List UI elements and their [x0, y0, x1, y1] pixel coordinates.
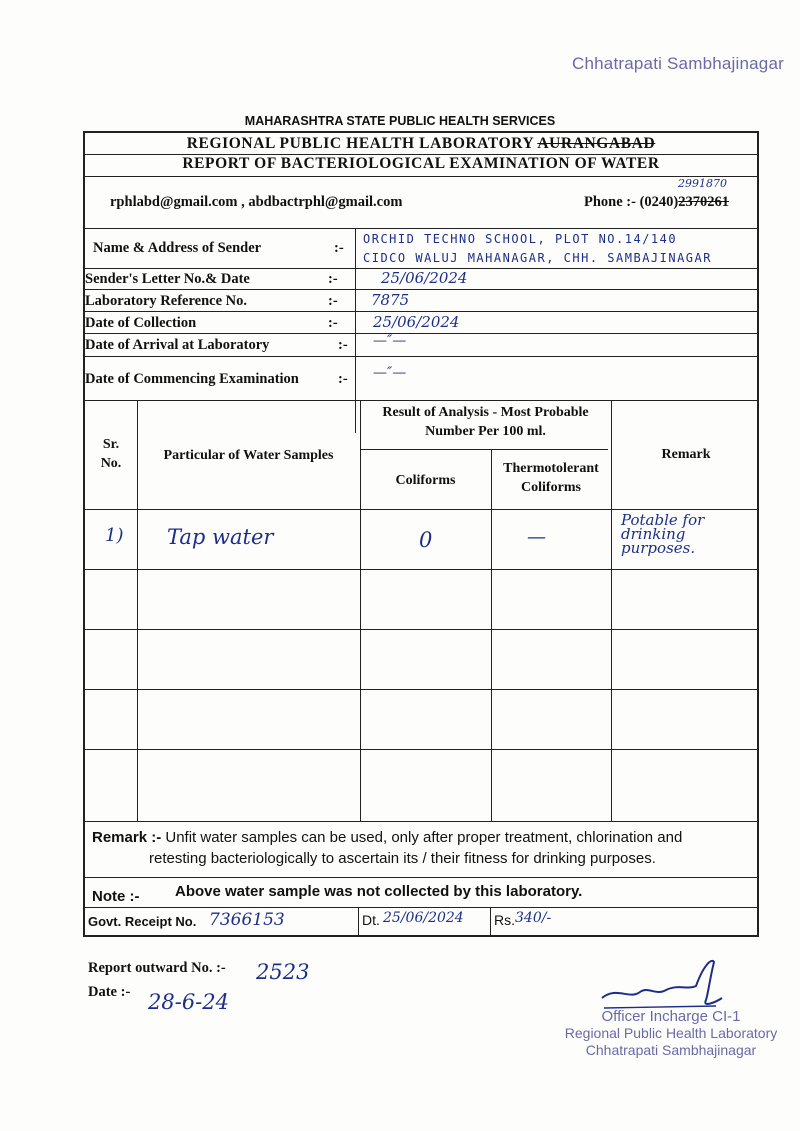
organization-name: MAHARASHTRA STATE PUBLIC HEALTH SERVICES	[244, 114, 556, 128]
note-label: Note :-	[92, 888, 140, 905]
collection-label: Date of Collection	[85, 315, 197, 331]
column-header-thermotolerant: Thermotolerant Coliforms	[503, 461, 599, 495]
sig-lab: Regional Public Health Laboratory	[564, 1025, 778, 1041]
stamp-city-top: Chhatrapati Sambhajinagar	[572, 54, 784, 73]
row-1-sample: Tap water	[167, 525, 274, 549]
letter-label: Sender's Letter No.& Date	[85, 271, 250, 287]
lab-title-struck: AURANGABAD	[537, 135, 656, 152]
phone-prefix: Phone :- (0240)	[584, 194, 679, 210]
phone-struck: 2370261	[678, 194, 729, 210]
commencing-label: Date of Commencing Examination	[85, 371, 299, 387]
row-1-remark: Potable for drinking purposes.	[621, 511, 705, 557]
arrival-value: —″—	[373, 333, 407, 349]
receipt-label: Govt. Receipt No.	[88, 914, 197, 929]
labref-value: 7875	[371, 291, 410, 309]
row-1-coliforms: 0	[419, 528, 433, 552]
labref-sep: :-	[328, 293, 338, 309]
outward-label: Report outward No. :-	[88, 960, 226, 976]
signature-icon	[596, 956, 726, 1016]
sender-label: Name & Address of Sender	[93, 240, 262, 256]
rs-value: 340/-	[515, 910, 552, 926]
sender-address-line1: ORCHID TECHNO SCHOOL, PLOT NO.14/140	[363, 232, 678, 246]
column-header-remark: Remark	[661, 447, 711, 462]
commencing-value: —″—	[373, 365, 407, 381]
remark-footer-text-2: retesting bacteriologically to ascertain its / their fitness for drinking purposes.	[149, 850, 656, 867]
sender-sep: :-	[334, 240, 344, 256]
date-value: 28-6-24	[148, 990, 229, 1014]
column-header-particular: Particular of Water Samples	[163, 448, 334, 463]
remark-footer-label: Remark :-	[92, 829, 162, 846]
rs-label: Rs.	[494, 912, 515, 928]
date-label: Date :-	[88, 984, 131, 1000]
receipt-value: 7366153	[209, 910, 285, 930]
phone-label	[584, 194, 729, 211]
outward-value: 2523	[256, 960, 310, 984]
report-form	[83, 131, 759, 937]
collection-value: 25/06/2024	[373, 313, 460, 331]
arrival-label: Date of Arrival at Laboratory	[85, 337, 270, 353]
lab-title-text: REGIONAL PUBLIC HEALTH LABORATORY	[186, 135, 534, 152]
remark-footer-text-1: Unfit water samples can be used, only after proper treatment, chlorination and	[165, 829, 683, 846]
commencing-sep: :-	[338, 371, 348, 387]
dt-label: Dt.	[362, 912, 380, 928]
collection-sep: :-	[328, 315, 338, 331]
sig-city: Chhatrapati Sambhajinagar	[585, 1042, 757, 1058]
row-1-thermotolerant: —	[527, 526, 546, 548]
arrival-sep: :-	[338, 337, 348, 353]
note-text: Above water sample was not collected by this laboratory.	[175, 883, 583, 900]
phone-handwritten: 2991870	[678, 177, 727, 190]
labref-label: Laboratory Reference No.	[85, 293, 247, 309]
remark-footer	[92, 829, 682, 846]
sig-title: Officer Incharge CI-1	[601, 1008, 741, 1025]
email-addresses: rphlabd@gmail.com , abdbactrphl@gmail.com	[110, 194, 403, 210]
report-title: REPORT OF BACTERIOLOGICAL EXAMINATION OF WATER	[182, 155, 660, 172]
letter-value: 25/06/2024	[381, 269, 468, 287]
column-header-coliforms: Coliforms	[395, 473, 456, 488]
row-1-sr: 1)	[105, 525, 124, 546]
sender-address-line2: CIDCO WALUJ MAHANAGAR, CHH. SAMBAJINAGAR	[363, 251, 712, 265]
column-header-result: Result of Analysis - Most Probable Number Per 100 ml.	[382, 405, 589, 439]
signature-stamp	[560, 1008, 782, 1059]
column-header-sr: Sr. No.	[100, 437, 122, 471]
lab-title	[85, 135, 757, 153]
letter-sep: :-	[328, 271, 338, 287]
dt-value: 25/06/2024	[383, 910, 464, 926]
